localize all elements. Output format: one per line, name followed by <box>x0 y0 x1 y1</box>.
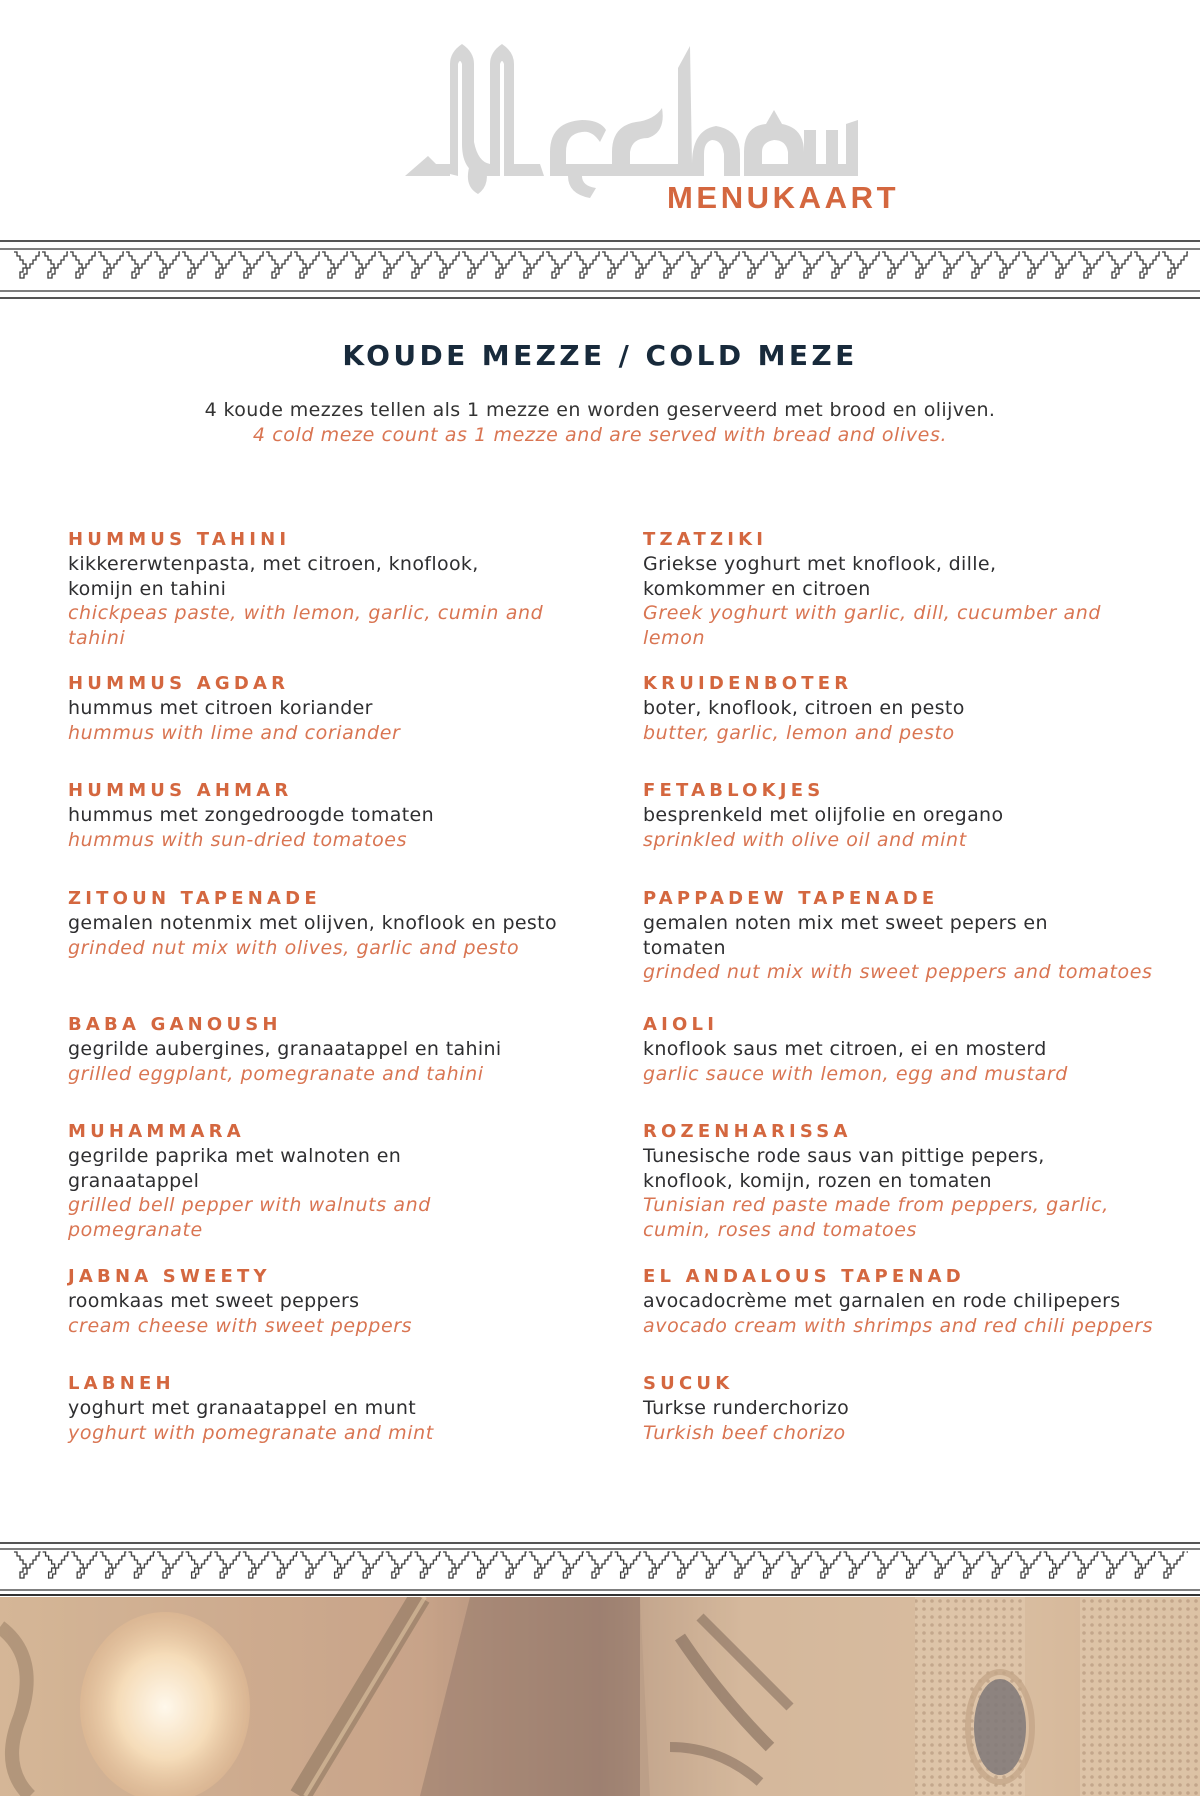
item-title: LABNEH <box>68 1373 175 1394</box>
menu-item-el-andalous-tapenad <box>643 1265 1163 1338</box>
item-description-english: avocado cream with shrimps and red chili peppers <box>643 1314 1154 1337</box>
item-title: TZATZIKI <box>643 529 768 550</box>
item-description-english: sprinkled with olive oil and mint <box>643 828 967 851</box>
section-intro-english: 4 cold meze count as 1 mezze and are served with bread and olives. <box>252 424 948 446</box>
top-ornamental-border <box>0 238 1200 300</box>
item-description-dutch: avocadocrème met garnalen en rode chilipepers <box>643 1290 1121 1312</box>
item-title: SUCUK <box>643 1373 734 1394</box>
menu-item-tzatziki <box>643 528 1163 650</box>
footer-lanterns-photo <box>0 1597 1200 1796</box>
menu-item-hummus-tahini <box>68 528 588 650</box>
menu-item-rozenharissa <box>643 1120 1163 1242</box>
item-description-english: Turkish beef chorizo <box>643 1421 846 1444</box>
item-title: EL ANDALOUS TAPENAD <box>643 1266 965 1287</box>
item-description-dutch: Tunesische rode saus van pittige pepers, knoflook, komijn, rozen en tomaten <box>643 1145 1045 1192</box>
menu-item-hummus-ahmar <box>68 779 588 852</box>
menu-item-jabna-sweety <box>68 1265 588 1338</box>
section-intro-dutch: 4 koude mezzes tellen als 1 mezze en worden geserveerd met brood en olijven. <box>204 399 996 421</box>
item-description-english: cream cheese with sweet peppers <box>68 1314 413 1337</box>
mechoui-logo <box>400 34 860 204</box>
item-title: BABA GANOUSH <box>68 1014 282 1035</box>
item-description-english: chickpeas paste, with lemon, garlic, cumin and tahini <box>68 602 544 649</box>
item-title: FETABLOKJES <box>643 780 825 801</box>
item-title: KRUIDENBOTER <box>643 673 853 694</box>
item-description-dutch: gegrilde aubergines, granaatappel en tahini <box>68 1038 502 1060</box>
item-description-dutch: gemalen noten mix met sweet pepers en tomaten <box>643 912 1048 959</box>
item-description-dutch: gemalen notenmix met olijven, knoflook en pesto <box>68 912 557 934</box>
item-description-english: Tunisian red paste made from peppers, garlic, cumin, roses and tomatoes <box>643 1194 1109 1241</box>
menu-item-muhammara <box>68 1120 588 1242</box>
item-title: HUMMUS AGDAR <box>68 673 290 694</box>
item-description-dutch: kikkererwtenpasta, met citroen, knoflook, komijn en tahini <box>68 553 479 600</box>
section-title: KOUDE MEZZE / COLD MEZE <box>342 339 858 372</box>
item-description-dutch: Griekse yoghurt met knoflook, dille, komkommer en citroen <box>643 553 997 600</box>
item-description-english: butter, garlic, lemon and pesto <box>643 721 955 744</box>
item-description-english: hummus with sun-dried tomatoes <box>68 828 408 851</box>
menu-item-fetablokjes <box>643 779 1163 852</box>
item-description-english: Greek yoghurt with garlic, dill, cucumber and lemon <box>643 602 1102 649</box>
menu-item-labneh <box>68 1372 588 1445</box>
item-title: HUMMUS AHMAR <box>68 780 293 801</box>
item-description-english: hummus with lime and coriander <box>68 721 401 744</box>
item-title: ZITOUN TAPENADE <box>68 888 321 909</box>
item-description-dutch: knoflook saus met citroen, ei en mosterd <box>643 1038 1047 1060</box>
item-title: JABNA SWEETY <box>68 1266 271 1287</box>
item-title: HUMMUS TAHINI <box>68 529 291 550</box>
item-description-english: garlic sauce with lemon, egg and mustard <box>643 1062 1068 1085</box>
item-title: MUHAMMARA <box>68 1121 245 1142</box>
menu-item-kruidenboter <box>643 672 1163 745</box>
menu-item-aioli <box>643 1013 1163 1086</box>
item-description-english: grinded nut mix with sweet peppers and tomatoes <box>643 961 1153 983</box>
menu-item-hummus-agdar <box>68 672 588 745</box>
item-description-dutch: boter, knoflook, citroen en pesto <box>643 697 965 719</box>
item-description-dutch: hummus met citroen koriander <box>68 697 373 719</box>
menukaart-subtitle: MENUKAART <box>667 180 900 215</box>
item-description-english: grilled eggplant, pomegranate and tahini <box>68 1062 484 1085</box>
item-description-dutch: roomkaas met sweet peppers <box>68 1290 360 1312</box>
item-description-english: grilled bell pepper with walnuts and pomegranate <box>68 1194 431 1241</box>
item-description-dutch: gegrilde paprika met walnoten en granaatappel <box>68 1145 402 1192</box>
item-description-dutch: yoghurt met granaatappel en munt <box>68 1397 417 1419</box>
item-description-english: grinded nut mix with olives, garlic and pesto <box>68 936 520 959</box>
item-title: PAPPADEW TAPENADE <box>643 888 939 909</box>
menu-item-sucuk <box>643 1372 1163 1445</box>
item-description-dutch: Turkse runderchorizo <box>643 1397 850 1419</box>
menu-item-zitoun-tapenade <box>68 887 588 960</box>
item-title: ROZENHARISSA <box>643 1121 852 1142</box>
menu-item-pappadew-tapenade <box>643 887 1163 985</box>
item-description-dutch: hummus met zongedroogde tomaten <box>68 804 434 826</box>
item-description-english: yoghurt with pomegranate and mint <box>68 1421 434 1444</box>
menu-item-baba-ganoush <box>68 1013 588 1086</box>
bottom-ornamental-border <box>0 1538 1200 1600</box>
item-title: AIOLI <box>643 1014 719 1035</box>
item-description-dutch: besprenkeld met olijfolie en oregano <box>643 804 1004 826</box>
